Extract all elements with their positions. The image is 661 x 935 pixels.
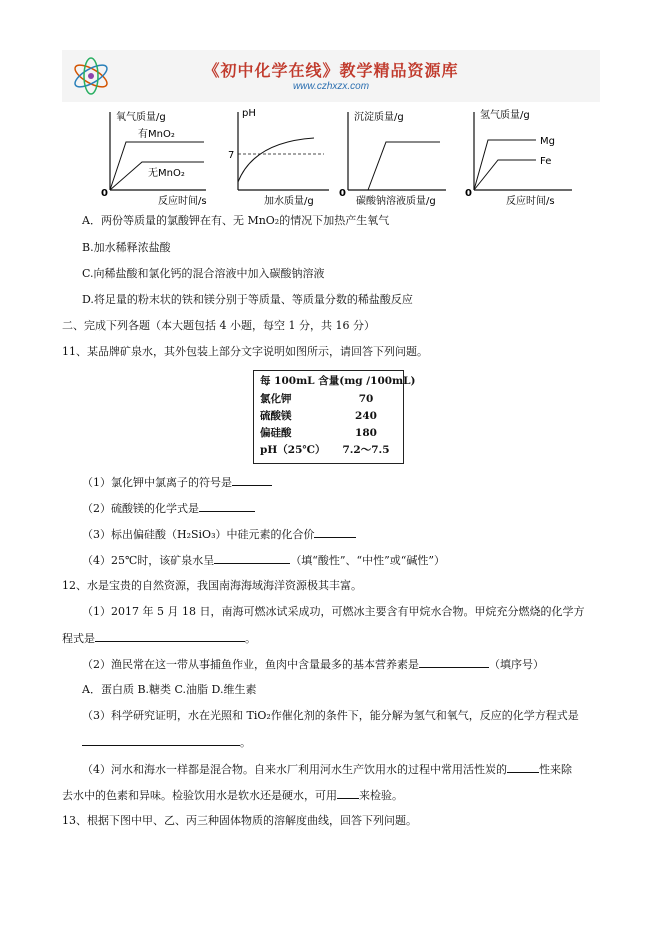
q11-part4: （4）25℃时，该矿泉水呈 （填“酸性”、“中性”或“碱性”） <box>82 554 446 567</box>
option-b: B.加水稀释浓盐酸 <box>82 241 171 254</box>
answer-blank[interactable] <box>419 656 489 668</box>
table-row: 偏硅酸 180 <box>260 427 377 439</box>
q11-part3: （3）标出偏硅酸（H₂SiO₃）中硅元素的化合价 <box>82 526 356 543</box>
table-row: 氯化钾 70 <box>260 393 374 405</box>
graph2-ylabel: pH <box>242 108 256 119</box>
graph1-curve-with: 有MnO₂ <box>138 129 175 140</box>
q11-part2: （2）硫酸镁的化学式是 <box>82 500 255 517</box>
answer-blank[interactable] <box>314 526 356 538</box>
graph4-origin: 0 <box>465 188 472 199</box>
graph4-xlabel: 反应时间/s <box>506 196 555 207</box>
answer-blank[interactable] <box>214 552 290 564</box>
graph1-xlabel: 反应时间/s <box>158 196 207 207</box>
option-a: A．两份等质量的氯酸钾在有、无 MnO₂的情况下加热产生氧气 <box>82 214 390 227</box>
graph1-origin: 0 <box>101 188 108 199</box>
q12-stem: 12、水是宝贵的自然资源，我国南海海域海洋资源极其丰富。 <box>62 579 362 592</box>
q12-part4-line1: （4）河水和海水一样都是混合物。自来水厂利用河水生产饮用水的过程中常用活性炭的 性来除 <box>82 763 572 776</box>
answer-blank[interactable] <box>95 630 245 642</box>
table-row: 硫酸镁 240 <box>260 410 377 422</box>
header-banner <box>62 50 600 102</box>
table-row: pH（25℃） 7.2～7.5 <box>260 444 390 456</box>
graph2-xlabel: 加水质量/g <box>264 196 314 207</box>
banner-title: 《初中化学在线》教学精品资源库 <box>203 61 459 80</box>
graph1-ylabel: 氧气质量/g <box>116 112 166 123</box>
mineral-water-label-table <box>253 370 416 464</box>
banner-url[interactable]: www.czhxzx.com <box>292 81 370 92</box>
q12-part3: （3）科学研究证明，水在光照和 TiO₂作催化剂的条件下，能分解为氢气和氧气，反应的化学方程式是 <box>82 709 579 722</box>
q12-part2: （2）渔民常在这一带从事捕鱼作业，鱼肉中含量最多的基本营养素是 （填序号） <box>82 658 544 671</box>
answer-blank[interactable] <box>82 734 240 746</box>
graph4-curve-fe: Fe <box>540 156 552 167</box>
graph-hydrogen-metals <box>460 104 580 210</box>
graph2-tick-7: 7 <box>228 150 235 161</box>
graph1-curve-without: 无MnO₂ <box>148 168 185 179</box>
answer-blank[interactable] <box>507 761 539 773</box>
section-2-heading: 二、完成下列各题（本大题包括 4 小题，每空 1 分，共 16 分） <box>62 319 375 332</box>
graph-precipitate <box>334 104 452 210</box>
graph-ph-dilution <box>224 104 334 210</box>
q13-stem: 13、根据下图中甲、乙、丙三种固体物质的溶解度曲线，回答下列问题。 <box>62 814 417 827</box>
table-header: 每 100mL 含量(mg /100mL) <box>260 375 416 387</box>
answer-blank[interactable] <box>232 474 272 486</box>
q11-part1: （1）氯化钾中氯离子的符号是 <box>82 474 272 491</box>
q12-part3-answer: 。 <box>82 734 251 751</box>
q12-part2-options: A．蛋白质 B.糖类 C.油脂 D.维生素 <box>82 683 257 696</box>
graph3-ylabel: 沉淀质量/g <box>354 112 404 123</box>
answer-blank[interactable] <box>337 787 359 799</box>
q12-part1-line2: 程式是 。 <box>62 632 256 645</box>
q12-part1-line1: （1）2017 年 5 月 18 日，南海可燃冰试采成功，可燃冰主要含有甲烷水合物。甲烷充分燃烧的化学方 <box>82 605 585 618</box>
graph-oxygen-mno2 <box>96 104 214 210</box>
graph3-xlabel: 碳酸钠溶液质量/g <box>356 196 436 207</box>
graph4-ylabel: 氢气质量/g <box>480 110 530 121</box>
answer-blank[interactable] <box>199 500 255 512</box>
q12-part4-line2: 去水中的色素和异味。检验饮用水是软水还是硬水，可用 来检验。 <box>62 789 403 802</box>
graph4-curve-mg: Mg <box>540 136 555 147</box>
graph3-origin: 0 <box>339 188 346 199</box>
option-d: D.将足量的粉末状的铁和镁分别于等质量、等质量分数的稀盐酸反应 <box>82 293 413 306</box>
option-c: C.向稀盐酸和氯化钙的混合溶液中加入碳酸钠溶液 <box>82 267 325 280</box>
q11-stem: 11、某品牌矿泉水，其外包装上部分文字说明如图所示，请回答下列问题。 <box>62 345 428 358</box>
